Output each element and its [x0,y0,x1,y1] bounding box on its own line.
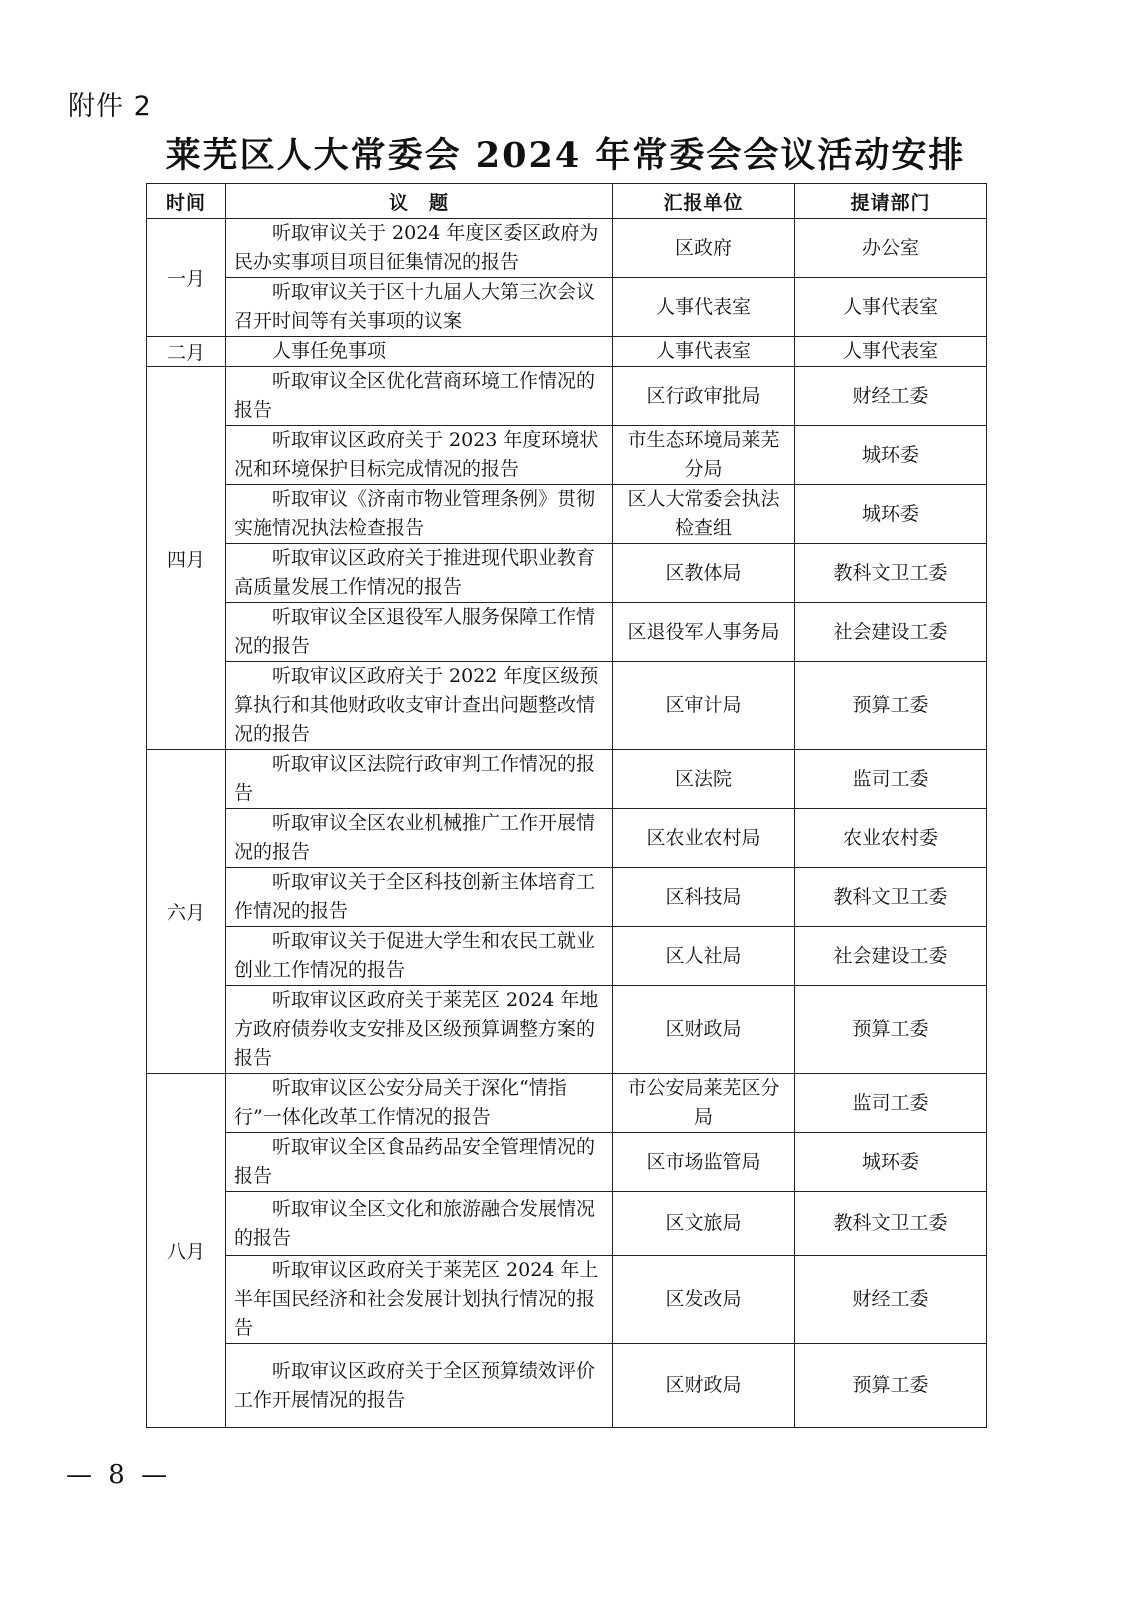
table-row [147,426,987,485]
table-row [147,868,987,927]
table-row [147,544,987,603]
header-dept: 提请部门 [795,184,987,219]
unit-cell: 区教体局 [613,544,795,603]
unit-cell: 区审计局 [613,662,795,750]
topic-cell: 听取审议区公安分局关于深化“情指行”一体化改革工作情况的报告 [226,1074,613,1133]
unit-cell: 区法院 [613,750,795,809]
table-row [147,603,987,662]
dept-cell: 教科文卫工委 [795,868,987,927]
dept-cell: 教科文卫工委 [795,1192,987,1256]
table-row [147,750,987,809]
schedule-table [146,183,987,1428]
month-cell: 八月 [147,1074,226,1428]
unit-cell: 区财政局 [613,986,795,1074]
dept-cell: 预算工委 [795,1344,987,1428]
table-row [147,1133,987,1192]
unit-cell: 人事代表室 [613,278,795,337]
table-row [147,337,987,367]
dept-cell: 城环委 [795,1133,987,1192]
table-row [147,1256,987,1344]
table-row [147,986,987,1074]
topic-cell: 听取审议全区退役军人服务保障工作情况的报告 [226,603,613,662]
topic-cell: 听取审议区政府关于 2022 年度区级预算执行和其他财政收支审计查出问题整改情况的报告 [226,662,613,750]
attachment-label: 附件 2 [68,91,152,122]
dept-cell: 财经工委 [795,367,987,426]
month-cell: 六月 [147,750,226,1074]
dept-cell: 教科文卫工委 [795,544,987,603]
table-row [147,662,987,750]
header-unit: 汇报单位 [613,184,795,219]
topic-cell: 听取审议关于区十九届人大第三次会议召开时间等有关事项的议案 [226,278,613,337]
table-row [147,1192,987,1256]
unit-cell: 区科技局 [613,868,795,927]
table-row [147,927,987,986]
unit-cell: 区文旅局 [613,1192,795,1256]
dept-cell: 社会建设工委 [795,603,987,662]
dept-cell: 预算工委 [795,986,987,1074]
unit-cell: 区人社局 [613,927,795,986]
dept-cell: 社会建设工委 [795,927,987,986]
topic-cell: 人事任免事项 [226,337,613,367]
unit-cell: 区发改局 [613,1256,795,1344]
table-row [147,219,987,278]
unit-cell: 区政府 [613,219,795,278]
topic-cell: 听取审议区政府关于莱芜区 2024 年上半年国民经济和社会发展计划执行情况的报告 [226,1256,613,1344]
topic-cell: 听取审议区政府关于 2023 年度环境状况和环境保护目标完成情况的报告 [226,426,613,485]
topic-cell: 听取审议全区农业机械推广工作开展情况的报告 [226,809,613,868]
topic-cell: 听取审议关于 2024 年度区委区政府为民办实事项目项目征集情况的报告 [226,219,613,278]
topic-cell: 听取审议全区优化营商环境工作情况的报告 [226,367,613,426]
header-time: 时间 [147,184,226,219]
unit-cell: 人事代表室 [613,337,795,367]
table-row [147,485,987,544]
topic-cell: 听取审议区政府关于莱芜区 2024 年地方政府债券收支安排及区级预算调整方案的报告 [226,986,613,1074]
table-row [147,278,987,337]
topic-cell: 听取审议全区文化和旅游融合发展情况的报告 [226,1192,613,1256]
unit-cell: 区行政审批局 [613,367,795,426]
month-cell: 一月 [147,219,226,337]
table-row [147,1074,987,1133]
unit-cell: 区农业农村局 [613,809,795,868]
dept-cell: 人事代表室 [795,278,987,337]
dept-cell: 监司工委 [795,750,987,809]
dept-cell: 农业农村委 [795,809,987,868]
dept-cell: 人事代表室 [795,337,987,367]
unit-cell: 区退役军人事务局 [613,603,795,662]
dept-cell: 城环委 [795,485,987,544]
table-row [147,809,987,868]
dept-cell: 城环委 [795,426,987,485]
unit-cell: 区财政局 [613,1344,795,1428]
header-topic: 议 题 [226,184,613,219]
topic-cell: 听取审议区法院行政审判工作情况的报告 [226,750,613,809]
table-row [147,1344,987,1428]
dept-cell: 监司工委 [795,1074,987,1133]
table-header-row [147,184,987,219]
month-cell: 四月 [147,367,226,750]
unit-cell: 区人大常委会执法检查组 [613,485,795,544]
topic-cell: 听取审议《济南市物业管理条例》贯彻实施情况执法检查报告 [226,485,613,544]
page-number: — 8 — [66,1460,172,1490]
unit-cell: 区市场监管局 [613,1133,795,1192]
dept-cell: 财经工委 [795,1256,987,1344]
dept-cell: 办公室 [795,219,987,278]
topic-cell: 听取审议区政府关于全区预算绩效评价工作开展情况的报告 [226,1344,613,1428]
unit-cell: 市生态环境局莱芜分局 [613,426,795,485]
month-cell: 二月 [147,337,226,367]
dept-cell: 预算工委 [795,662,987,750]
topic-cell: 听取审议关于促进大学生和农民工就业创业工作情况的报告 [226,927,613,986]
unit-cell: 市公安局莱芜区分局 [613,1074,795,1133]
topic-cell: 听取审议区政府关于推进现代职业教育高质量发展工作情况的报告 [226,544,613,603]
table-row [147,367,987,426]
page-title: 莱芜区人大常委会 2024 年常委会会议活动安排 [165,135,966,176]
topic-cell: 听取审议全区食品药品安全管理情况的报告 [226,1133,613,1192]
topic-cell: 听取审议关于全区科技创新主体培育工作情况的报告 [226,868,613,927]
